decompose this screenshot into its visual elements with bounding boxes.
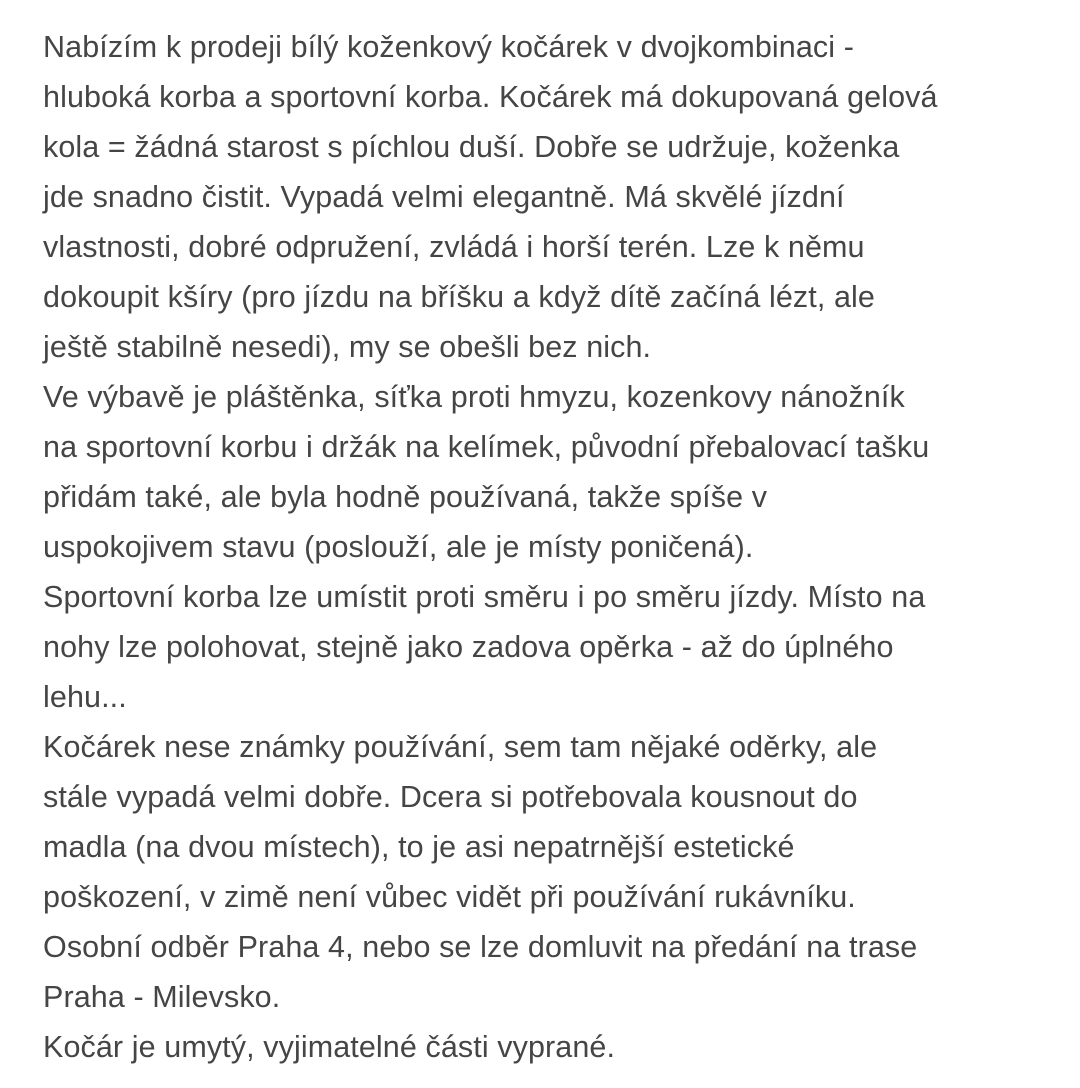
description-line: Nabízím k prodeji bílý koženkový kočárek v dvojkombinaci - bbox=[43, 30, 854, 64]
description-line: lehu... bbox=[43, 680, 127, 714]
description-line: madla (na dvou místech), to je asi nepatrnější estetické bbox=[43, 830, 795, 864]
description-line: uspokojivem stavu (poslouží, ale je místy poničená). bbox=[43, 530, 754, 564]
description-line: Ve výbavě je pláštěnka, síťka proti hmyzu, kozenkovy nánožník bbox=[43, 380, 905, 414]
description-line: jde snadno čistit. Vypadá velmi elegantně. Má skvělé jízdní bbox=[43, 180, 845, 214]
description-line: poškození, v zimě není vůbec vidět při používání rukávníku. bbox=[43, 880, 856, 914]
description-line: nohy lze polohovat, stejně jako zadova opěrka - až do úplného bbox=[43, 630, 894, 664]
description-line: dokoupit kšíry (pro jízdu na bříšku a když dítě začíná lézt, ale bbox=[43, 280, 875, 314]
description-line: na sportovní korbu i držák na kelímek, původní přebalovací tašku bbox=[43, 430, 930, 464]
description-line: kola = žádná starost s píchlou duší. Dobře se udržuje, koženka bbox=[43, 130, 900, 164]
description-line: hluboká korba a sportovní korba. Kočárek má dokupovaná gelová bbox=[43, 80, 938, 114]
description-line: Osobní odběr Praha 4, nebo se lze domluvit na předání na trase bbox=[43, 930, 918, 964]
description-line: stále vypadá velmi dobře. Dcera si potřebovala kousnout do bbox=[43, 780, 858, 814]
description-line: vlastnosti, dobré odpružení, zvládá i horší terén. Lze k němu bbox=[43, 230, 865, 264]
description-line: Praha - Milevsko. bbox=[43, 980, 281, 1014]
description-line: ještě stabilně nesedi), my se obešli bez nich. bbox=[43, 330, 652, 364]
description-line: Kočárek nese známky používání, sem tam nějaké oděrky, ale bbox=[43, 730, 878, 764]
description-line: Sportovní korba lze umístit proti směru i po směru jízdy. Místo na bbox=[43, 580, 926, 614]
description-line: Kočár je umytý, vyjimatelné části vyprané. bbox=[43, 1030, 616, 1064]
listing-description bbox=[43, 22, 1053, 1072]
description-line: přidám také, ale byla hodně používaná, takže spíše v bbox=[43, 480, 768, 514]
